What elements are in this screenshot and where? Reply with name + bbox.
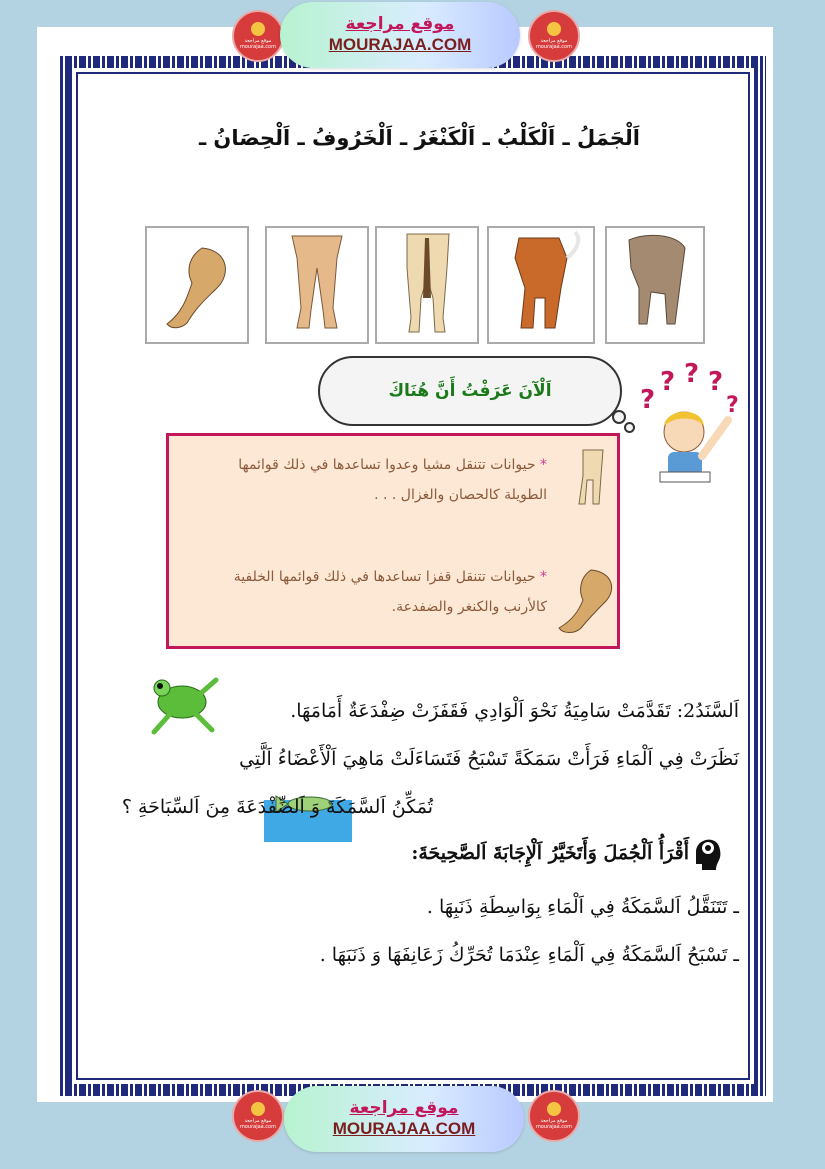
site-seal-bottom-left [232,1090,284,1142]
kangaroo-legs-icon [147,228,247,342]
info-item-1-text: حيوانات تتنقل مشيا وعدوا تساعدها في ذلك قوائمها الطويلة كالحصان والغزال . . . [238,457,547,503]
seal-text: موقع مراجعة mourajaa.com [535,38,572,50]
text-line-3: تُمَكِّنُ اَلسَّمَكَةَ وَ اَلضِّفْدَعَةَ مِنَ اَلسِّبَاحَةِ ؟ [121,796,433,818]
leg-image-2 [265,226,369,344]
seal-dot [547,1102,561,1116]
seal-text: موقع مراجعة mourajaa.com [239,1118,276,1130]
instruction-line: أَقْرَأُ اَلْجُمَلَ وَأَتَخَيَّرُ اَلْإِجَابَةَ اَلصَّحِيحَةَ: [411,842,689,864]
site-seal-top-left [232,10,284,62]
svg-text:?: ? [684,360,700,389]
seal-text: موقع مراجعة mourajaa.com [239,38,276,50]
animals-names: اَلْجَمَلُ ـ اَلْكَلْبُ ـ اَلْكَنْغَرُ ـ اَلْخَرُوفُ ـ اَلْحِصَانُ ـ [198,126,640,150]
horse-legs-icon [377,228,477,342]
cloud-bubble [612,410,626,424]
thinking-girl-icon [632,360,750,490]
horse-leg-icon [573,446,613,510]
answer-option-2[interactable]: ـ تَسْبَحُ اَلسَّمَكَةُ فِي اَلْمَاءِ عِنْدَمَا تُحَرِّكُ زَعَانِفَهَا وَ ذَنَبَهَا . [319,944,739,966]
site-seal-top-right [528,10,580,62]
frog-icon [140,658,220,738]
badge-site: MOURAJAA.COM [328,35,472,54]
leg-image-camel [145,226,249,344]
info-item-2 [207,562,547,622]
seal-dot [547,22,561,36]
camel-legs-icon [267,228,367,342]
seal-text: موقع مراجعة mourajaa.com [535,1118,572,1130]
kangaroo-leg-icon [551,562,621,638]
svg-text:?: ? [708,367,724,397]
svg-text:?: ? [640,385,656,415]
badge-arabic: موقع مراجعة [345,14,455,34]
svg-text:?: ? [726,393,739,418]
site-badge-top[interactable] [280,2,520,68]
site-seal-bottom-right [528,1090,580,1142]
answer-option-1[interactable]: ـ تَتَنَقَّلُ اَلسَّمَكَةُ فِي اَلْمَاءِ بِوَاسِطَةِ ذَنَبِهَا . [426,896,739,918]
bullet-star: * [540,457,547,473]
badge-arabic: موقع مراجعة [349,1098,459,1118]
leg-image-3 [375,226,479,344]
dog-legs-icon [489,228,593,342]
svg-text:?: ? [660,367,676,397]
site-badge-bottom[interactable] [284,1086,524,1152]
sheep-legs-icon [607,228,703,342]
seal-dot [251,22,265,36]
bullet-star: * [540,569,547,585]
text-line-2: نَظَرَتْ فِي اَلْمَاءِ فَرَأَتْ سَمَكَةً تَسْبَحُ فَتَسَاءَلَتْ مَاهِيَ اَلْأَعْضَاءُ اَلَّتِي [239,748,739,770]
thinking-head-icon [690,832,724,872]
info-item-2-text: حيوانات تتنقل قفزا تساعدها في ذلك قوائمها الخلفية كالأرنب والكنغر والضفدعة. [233,569,547,615]
info-item-1 [207,450,547,510]
seal-dot [251,1102,265,1116]
badge-site: MOURAJAA.COM [332,1119,476,1138]
leg-image-4 [487,226,595,344]
info-box [166,433,620,649]
text-line-1: اَلسَّنَدُ2: تَقَدَّمَتْ سَامِيَةُ نَحْوَ اَلْوَادِي فَقَفَزَتْ ضِفْدَعَةٌ أَمَامَهَا. [290,700,739,722]
cloud-title: اَلْآنَ عَرَفْتُ أَنَّ هُنَاكَ [318,356,622,426]
leg-image-5 [605,226,705,344]
